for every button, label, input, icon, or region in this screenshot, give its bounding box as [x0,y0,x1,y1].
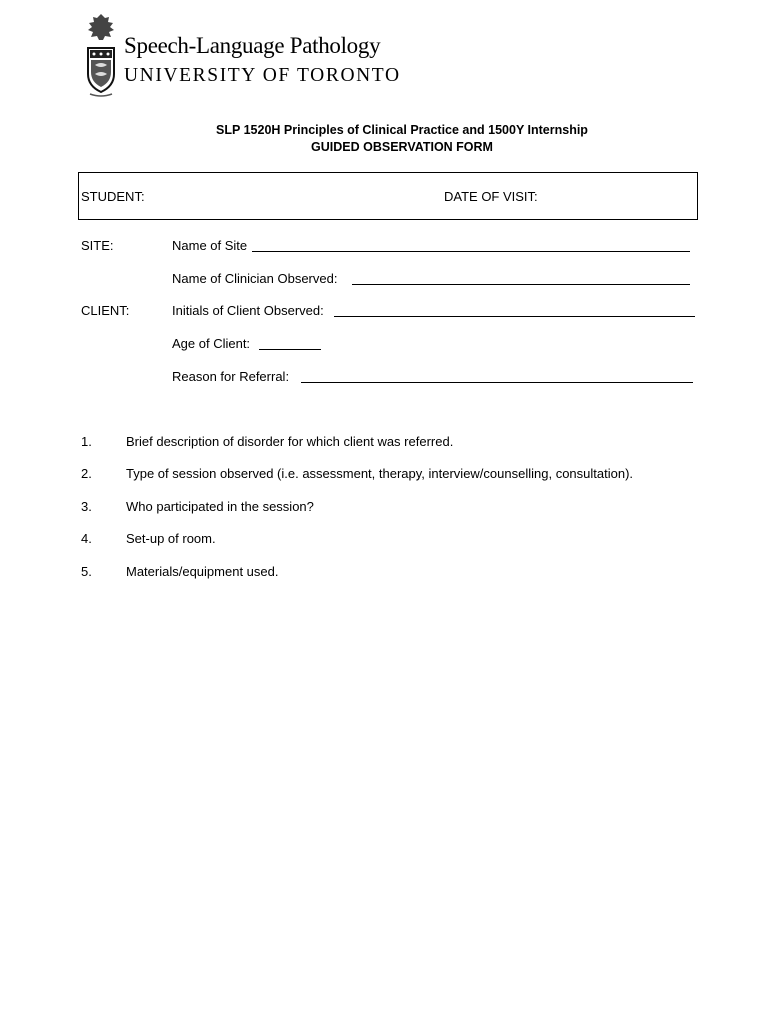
question-number: 1. [81,434,92,449]
name-of-site-label: Name of Site [172,238,248,253]
site-label: SITE: [81,238,114,253]
question-text: Set-up of room. [126,531,216,546]
date-of-visit-label: DATE OF VISIT: [444,189,538,204]
clinician-observed-field[interactable] [352,284,690,285]
referral-reason-field[interactable] [301,382,693,383]
client-age-label: Age of Client: [172,336,251,351]
question-text: Who participated in the session? [126,499,314,514]
student-label: STUDENT: [81,189,145,204]
client-age-field[interactable] [259,349,321,350]
name-of-site-field[interactable] [252,251,690,252]
question-number: 3. [81,499,92,514]
student-info-box [78,172,698,220]
question-text: Type of session observed (i.e. assessment, therapy, interview/counselling, consultation). [126,466,634,481]
client-label: CLIENT: [81,303,130,318]
referral-reason-label: Reason for Referral: [172,369,290,384]
university-crest-logo [84,12,118,98]
question-text: Brief description of disorder for which client was referred. [126,434,454,449]
form-title-course: SLP 1520H Principles of Clinical Practice and 1500Y Internship [216,123,588,137]
form-title-name: GUIDED OBSERVATION FORM [311,140,493,154]
client-initials-field[interactable] [334,316,695,317]
question-number: 5. [81,564,92,579]
question-text: Materials/equipment used. [126,564,279,579]
clinician-observed-label: Name of Clinician Observed: [172,271,338,286]
client-initials-label: Initials of Client Observed: [172,303,324,318]
department-name: Speech-Language Pathology [124,33,381,58]
question-number: 4. [81,531,92,546]
question-number: 2. [81,466,92,481]
university-name: UNIVERSITY OF TORONTO [124,65,401,86]
